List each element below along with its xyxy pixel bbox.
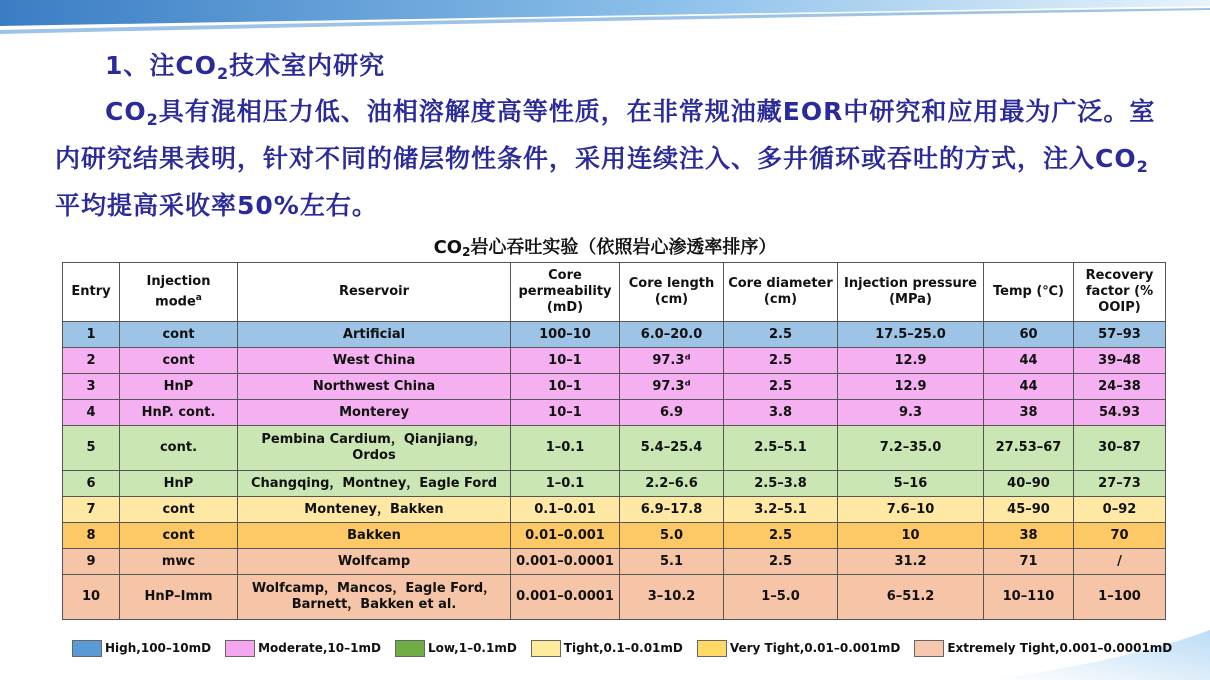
header-injection-pressure: Injection pressure (MPa) [838,263,984,322]
cell-length: 6.9 [620,400,724,426]
cell-temp: 44 [984,374,1074,400]
cell-entry: 1 [63,322,120,348]
cell-entry: 2 [63,348,120,374]
legend-item-tight [531,640,683,657]
cell-diameter: 2.5 [724,374,838,400]
cell-reservoir: Artificial [238,322,511,348]
cell-temp: 60 [984,322,1074,348]
header-decoration [0,0,1210,40]
cell-entry: 10 [63,575,120,620]
header-core-diameter: Core diameter (cm) [724,263,838,322]
header-injection-mode: Injection mode$^a$ [120,263,238,322]
cell-length: 6.0–20.0 [620,322,724,348]
cell-recovery: 70 [1074,523,1166,549]
cell-entry: 3 [63,374,120,400]
cell-mode: cont. [120,426,238,471]
cell-diameter: 2.5 [724,549,838,575]
cell-pressure: 31.2 [838,549,984,575]
table-row [63,497,1166,523]
cell-mode: cont [120,348,238,374]
section-heading: 1、注$CO_2$技术室内研究 [105,51,386,83]
cell-permeability: 0.001–0.0001 [511,575,620,620]
cell-temp: 44 [984,348,1074,374]
cell-entry: 8 [63,523,120,549]
header-entry: Entry [63,263,120,322]
header-recovery-factor: Recovery factor (% OOIP) [1074,263,1166,322]
legend-label: Very Tight,0.01–0.001mD [729,641,901,655]
cell-recovery: 30–87 [1074,426,1166,471]
table-row [63,374,1166,400]
table-row [63,400,1166,426]
legend-label: Low,1–0.1mD [427,641,517,655]
cell-permeability: 10–1 [511,348,620,374]
header-temp: Temp (℃) [984,263,1074,322]
legend-label: Moderate,10–1mD [258,641,381,655]
cell-entry: 9 [63,549,120,575]
legend-swatch [531,640,561,657]
cell-entry: 4 [63,400,120,426]
cell-temp: 71 [984,549,1074,575]
table-row [63,322,1166,348]
cell-entry: 6 [63,471,120,497]
cell-length: 97.3ᵈ [620,348,724,374]
cell-temp: 38 [984,523,1074,549]
cell-pressure: 9.3 [838,400,984,426]
cell-pressure: 10 [838,523,984,549]
cell-permeability: 10–1 [511,400,620,426]
header-reservoir: Reservoir [238,263,511,322]
cell-recovery: / [1074,549,1166,575]
cell-recovery: 54.93 [1074,400,1166,426]
cell-reservoir: Monteney，Bakken [238,497,511,523]
cell-permeability: 0.01–0.001 [511,523,620,549]
cell-diameter: 2.5 [724,523,838,549]
legend-swatch [395,640,425,657]
cell-temp: 27.53–67 [984,426,1074,471]
cell-recovery: 24–38 [1074,374,1166,400]
cell-length: 5.0 [620,523,724,549]
legend-swatch [225,640,255,657]
cell-mode: cont [120,322,238,348]
cell-pressure: 7.2–35.0 [838,426,984,471]
cell-reservoir: Bakken [238,523,511,549]
cell-mode: HnP [120,471,238,497]
table-row [63,426,1166,471]
cell-permeability: 1–0.1 [511,426,620,471]
cell-temp: 10–110 [984,575,1074,620]
cell-temp: 45–90 [984,497,1074,523]
core-experiment-table [62,262,1166,620]
cell-reservoir: Pembina Cardium，Qianjiang，Ordos [238,426,511,471]
cell-reservoir: Northwest China [238,374,511,400]
cell-reservoir: Wolfcamp，Mancos，Eagle Ford，Barnett，Bakken et al. [238,575,511,620]
table-row [63,575,1166,620]
cell-reservoir: West China [238,348,511,374]
cell-diameter: 2.5 [724,322,838,348]
cell-permeability: 10–1 [511,374,620,400]
table-header-row [63,263,1166,322]
cell-temp: 38 [984,400,1074,426]
legend-label: Extremely Tight,0.001–0.0001mD [947,641,1173,655]
cell-entry: 5 [63,426,120,471]
table-row [63,523,1166,549]
cell-diameter: 2.5–5.1 [724,426,838,471]
cell-diameter: 1–5.0 [724,575,838,620]
cell-permeability: 1–0.1 [511,471,620,497]
legend-item-extremely-tight [914,640,1172,657]
cell-reservoir: Monterey [238,400,511,426]
cell-mode: HnP–Imm [120,575,238,620]
cell-mode: HnP. cont. [120,400,238,426]
header-core-length: Core length (cm) [620,263,724,322]
cell-length: 5.1 [620,549,724,575]
legend-item-high [72,640,211,657]
cell-diameter: 3.2–5.1 [724,497,838,523]
legend-label: High,100–10mD [105,641,212,655]
cell-length: 2.2–6.6 [620,471,724,497]
cell-length: 6.9–17.8 [620,497,724,523]
cell-length: 5.4–25.4 [620,426,724,471]
legend-item-moderate [225,640,381,657]
cell-recovery: 0–92 [1074,497,1166,523]
cell-permeability: 0.1–0.01 [511,497,620,523]
cell-mode: HnP [120,374,238,400]
cell-diameter: 3.8 [724,400,838,426]
cell-diameter: 2.5–3.8 [724,471,838,497]
cell-recovery: 57–93 [1074,322,1166,348]
legend-label: Tight,0.1–0.01mD [563,641,683,655]
cell-pressure: 5–16 [838,471,984,497]
legend-item-low [395,640,517,657]
summary-paragraph: $CO_2$具有混相压力低、油相溶解度高等性质，在非常规油藏EOR中研究和应用最为广泛。室内研究结果表明，针对不同的储层物性条件，采用连续注入、多井循环或吞吐的方式，注入$CO_2$平均提高采收率50%左右。 [55,97,1156,220]
cell-mode: cont [120,523,238,549]
cell-permeability: 0.001–0.0001 [511,549,620,575]
cell-entry: 7 [63,497,120,523]
table-row [63,348,1166,374]
cell-pressure: 6–51.2 [838,575,984,620]
legend-item-very-tight [697,640,900,657]
permeability-legend [72,639,1186,657]
table-caption: $CO_2$岩心吞吐实验（依照岩心渗透率排序） [433,237,777,259]
legend-swatch [697,640,727,657]
cell-reservoir: Changqing，Montney，Eagle Ford [238,471,511,497]
cell-recovery: 1–100 [1074,575,1166,620]
table-row [63,549,1166,575]
cell-permeability: 100–10 [511,322,620,348]
table-row [63,471,1166,497]
cell-pressure: 17.5–25.0 [838,322,984,348]
header-permeability: Core permeability (mD) [511,263,620,322]
cell-pressure: 12.9 [838,374,984,400]
cell-diameter: 2.5 [724,348,838,374]
cell-pressure: 7.6–10 [838,497,984,523]
cell-temp: 40–90 [984,471,1074,497]
cell-pressure: 12.9 [838,348,984,374]
legend-swatch [914,640,944,657]
cell-recovery: 39–48 [1074,348,1166,374]
cell-recovery: 27–73 [1074,471,1166,497]
cell-mode: mwc [120,549,238,575]
cell-mode: cont [120,497,238,523]
legend-swatch [72,640,102,657]
cell-reservoir: Wolfcamp [238,549,511,575]
cell-length: 3–10.2 [620,575,724,620]
cell-length: 97.3ᵈ [620,374,724,400]
